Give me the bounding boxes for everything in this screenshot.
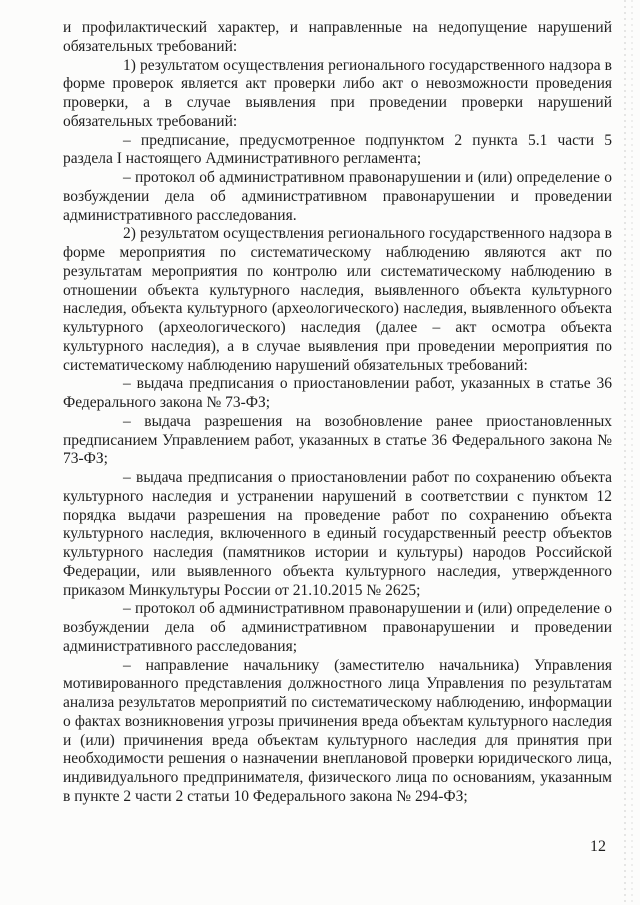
- list-item-resumption-permit: – выдача разрешения на возобновление ранее приостановленных предписанием Управлением работ, указанных в статье 36 Федерального закона № 73-ФЗ;: [63, 412, 612, 468]
- item-1-inspection-result: 1) результатом осуществления регионального государственного надзора в форме проверок является акт проверки либо акт о невозможности проведения проверки, а в случае выявления при проведении проверки нарушений обязательных требований:: [63, 56, 612, 130]
- list-item-preservation-suspension-order: – выдача предписания о приостановлении работ по сохранению объекта культурного наследия и устранении нарушений в соответствии с пунктом 12 порядка выдачи разрешения на проведение работ по сохранению объекта культурного наследия, включенного в единый государственный реестр объектов культурного наследия (памятников истории и культуры) народов Российской Федерации, или выявленного объекта культурного наследия, утвержденного приказом Минкультуры России от 21.10.2015 № 2625;: [63, 469, 612, 599]
- list-item-prescription: – предписание, предусмотренное подпунктом 2 пункта 5.1 части 5 раздела I настоящего Административного регламента;: [63, 131, 612, 168]
- list-item-motivated-submission: – направление начальнику (заместителю начальника) Управления мотивированного представления должностного лица Управления по результатам анализа результатов мероприятий по систематическому наблюдению, информации о фактах возникновения угрозы причинения вреда объектам культурного наследия и (или) причинения вреда объектам культурного наследия для принятия при необходимости решения о назначении внеплановой проверки юридического лица, индивидуального предпринимателя, физического лица по основаниям, указанным в пункте 2 части 2 статьи 10 Федерального закона № 294-ФЗ;: [63, 656, 612, 805]
- list-item-protocol-repeat: – протокол об административном правонарушении и (или) определение о возбуждении дела об административном правонарушении и проведении административного расследования;: [63, 600, 612, 655]
- list-item-protocol: – протокол об административном правонарушении и (или) определение о возбуждении дела об административном правонарушении и проведении административного расследования.: [63, 169, 612, 224]
- scan-edge-artifact: [624, 0, 626, 905]
- page-number: 12: [590, 838, 606, 855]
- item-2-monitoring-result: 2) результатом осуществления регионального государственного надзора в форме мероприятия по систематическому наблюдению являются акт по результатам мероприятия по контролю или систематическому наблюдению в отношении объекта культурного наследия, выявленного объекта культурного наследия, объекта культурного (археологического) наследия, выявленного объекта культурного (археологического) наследия (далее – акт осмотра объекта культурного наследия), а в случае выявления при проведении мероприятия по систематическому наблюдению нарушений обязательных требований:: [63, 225, 612, 374]
- scan-edge-artifact: [631, 0, 633, 905]
- paragraph-continuation: и профилактический характер, и направленные на недопущение нарушений обязательных требований:: [63, 19, 612, 55]
- body-text: [63, 19, 612, 807]
- list-item-suspension-order: – выдача предписания о приостановлении работ, указанных в статье 36 Федерального закона № 73-ФЗ;: [63, 375, 612, 411]
